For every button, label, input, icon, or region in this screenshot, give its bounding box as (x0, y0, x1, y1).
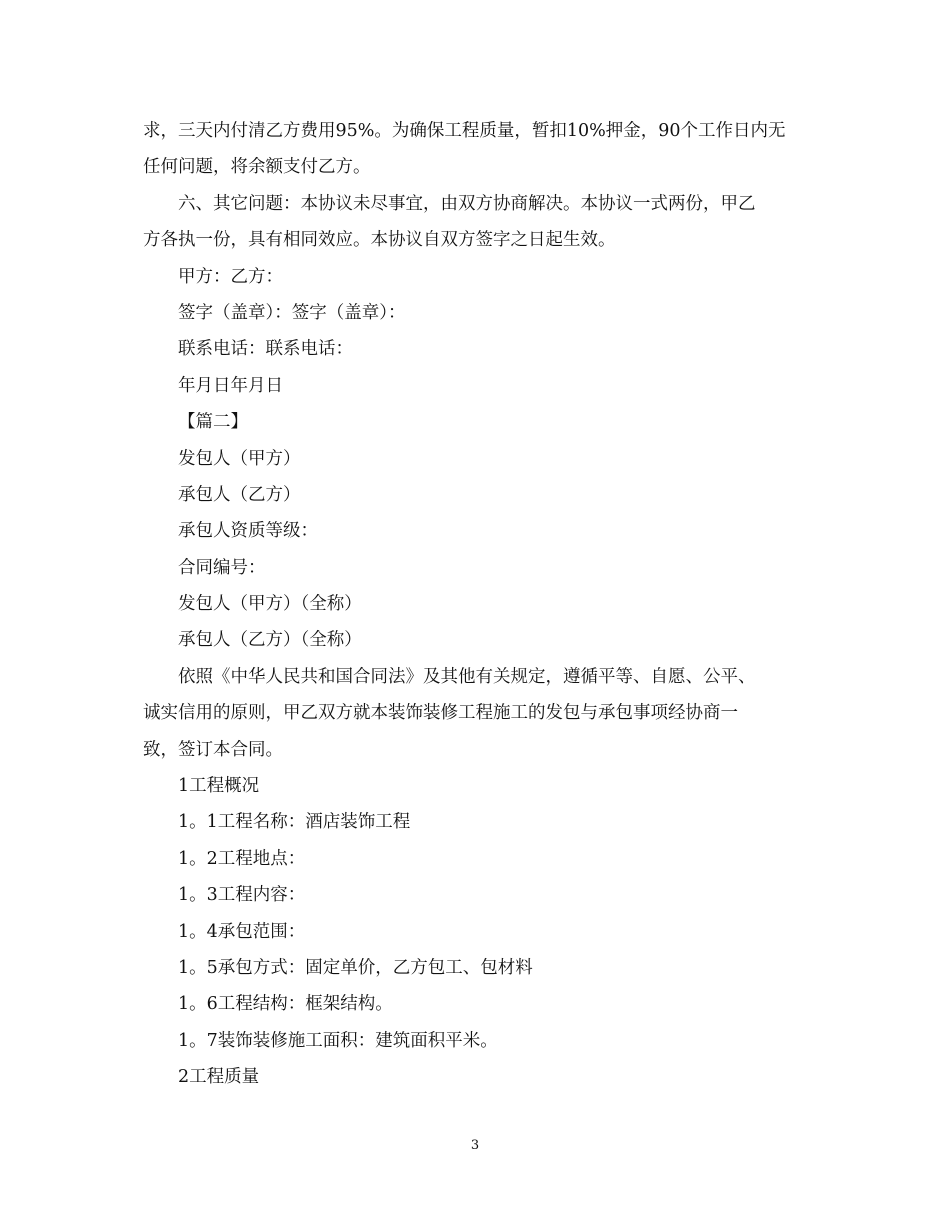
text-line-16: 依照《中华人民共和国合同法》及其他有关规定，遵循平等、自愿、公平、 (178, 666, 756, 687)
contract-number-label: 合同编号： (178, 557, 266, 578)
contact-phone-labels: 联系电话：联系电话： (178, 339, 353, 360)
text-line-10: 发包人（甲方） (178, 448, 301, 469)
section-heading-part-two: 【篇二】 (178, 412, 248, 433)
text-line-26: 1。7装饰装修施工面积：建筑面积平米。 (178, 1030, 498, 1051)
text-line-23: 1。4承包范围： (178, 921, 306, 942)
text-line-15: 承包人（乙方）（全称） (178, 630, 362, 651)
text-line-17: 诚实信用的原则，甲乙双方就本装饰装修工程施工的发包与承包事项经协商一 (143, 703, 738, 724)
text-line-24: 1。5承包方式：固定单价，乙方包工、包材料 (178, 957, 533, 978)
date-labels: 年月日年月日 (178, 375, 283, 396)
page-number: 3 (470, 1138, 480, 1153)
section-heading-project-overview: 1工程概况 (178, 776, 260, 797)
text-line-18: 致，签订本合同。 (143, 739, 283, 760)
text-line-22: 1。3工程内容： (178, 885, 306, 906)
text-line-4: 方各执一份，具有相同效应。本协议自双方签字之日起生效。 (143, 230, 616, 251)
text-line-2: 任何问题，将余额支付乙方。 (143, 157, 371, 178)
section-heading-project-quality: 2工程质量 (178, 1067, 260, 1088)
document-body (143, 113, 813, 1096)
text-line-21: 1。2工程地点： (178, 848, 306, 869)
text-line-1: 求，三天内付清乙方费用95%。为确保工程质量，暂扣10%押金，90个工作日内无 (143, 121, 786, 141)
text-line-20: 1。1工程名称：酒店装饰工程 (178, 812, 411, 833)
text-line-3: 六、其它问题：本协议未尽事宜，由双方协商解决。本协议一式两份，甲乙 (178, 193, 756, 214)
text-line-25: 1。6工程结构：框架结构。 (178, 994, 393, 1015)
text-line-12: 承包人资质等级： (178, 521, 318, 542)
signature-party-labels: 甲方：乙方： (178, 266, 283, 287)
text-line-14: 发包人（甲方）（全称） (178, 594, 362, 615)
text-line-11: 承包人（乙方） (178, 484, 301, 505)
signature-seal-labels: 签字（盖章）：签字（盖章）： (178, 302, 406, 323)
